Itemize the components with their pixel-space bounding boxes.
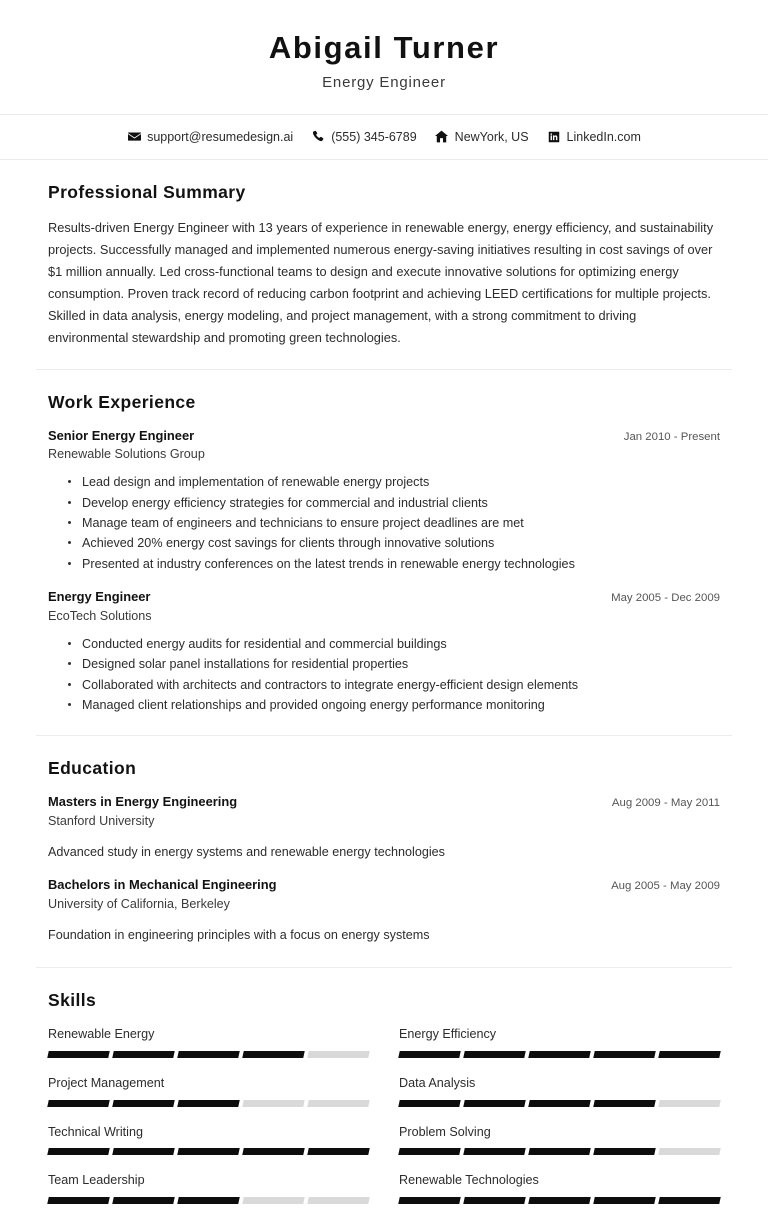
- skill-segment-empty: [658, 1148, 720, 1155]
- section-education: [0, 736, 768, 966]
- skill-segment-filled: [463, 1051, 525, 1058]
- contact-bar: [0, 114, 768, 160]
- skill-label: Problem Solving: [399, 1124, 491, 1139]
- work-entry-company: EcoTech Solutions: [48, 608, 152, 623]
- home-icon: [435, 130, 449, 144]
- skill-segment-filled: [47, 1051, 109, 1058]
- skill-segment-empty: [242, 1197, 304, 1204]
- work-bullet-item: Lead design and implementation of renewable energy projects: [68, 472, 720, 492]
- skill-segment-filled: [528, 1197, 590, 1204]
- skill-segment-filled: [658, 1051, 720, 1058]
- skill-label: Data Analysis: [399, 1075, 476, 1090]
- skill-segment-filled: [398, 1148, 460, 1155]
- skill-item: [399, 1074, 720, 1123]
- skill-segment-filled: [177, 1148, 239, 1155]
- work-entry-company: Renewable Solutions Group: [48, 447, 205, 462]
- education-entry-school: University of California, Berkeley: [48, 896, 230, 911]
- work-entry-role: Energy Engineer: [48, 589, 151, 605]
- summary-text: Results-driven Energy Engineer with 13 years of experience in renewable energy, energy efficiency, and sustainability projects. Successfully managed and implemented numerous energy-saving initiatives resulting in cost savings of over $1 million annually. Led cross-functional teams to design and execute innovative solutions for optimizing energy consumption. Proven track record of reducing carbon footprint and achieving LEED certifications for multiple projects. Skilled in data analysis, energy modeling, and project management, with a strong commitment to driving environmental stewardship and promoting green technologies.: [48, 219, 714, 345]
- work-entry-header: [48, 588, 720, 607]
- work-bullet-item: Collaborated with architects and contractors to integrate energy-efficient design elements: [68, 675, 720, 695]
- work-entry-bullets: [48, 634, 720, 716]
- work-entry-date: Jan 2010 - Present: [623, 430, 720, 443]
- work-entry: [48, 588, 720, 735]
- work-bullet-item: Conducted energy audits for residential and commercial buildings: [68, 634, 720, 654]
- contact-location[interactable]: [435, 130, 529, 144]
- education-entry-list: [48, 793, 720, 966]
- skill-segment-filled: [593, 1051, 655, 1058]
- education-entry-description: Foundation in engineering principles with a focus on energy systems: [48, 927, 430, 942]
- skill-segment-filled: [658, 1197, 720, 1204]
- skill-segment-filled: [398, 1197, 460, 1204]
- page-title: Abigail Turner: [268, 30, 500, 65]
- skill-segment-filled: [242, 1051, 304, 1058]
- skill-segment-filled: [528, 1051, 590, 1058]
- contact-email-label: support@resumedesign.ai: [147, 129, 294, 144]
- skill-segment-filled: [593, 1100, 655, 1107]
- skill-segment-filled: [177, 1051, 239, 1058]
- education-entry-degree: Masters in Energy Engineering: [48, 794, 238, 810]
- skill-segment-empty: [307, 1100, 369, 1107]
- skill-level-bar: [48, 1148, 369, 1155]
- skill-level-bar: [399, 1148, 720, 1155]
- skill-segment-filled: [112, 1197, 174, 1204]
- skill-segment-filled: [242, 1148, 304, 1155]
- skill-item: [399, 1123, 720, 1172]
- skill-label: Renewable Energy: [48, 1026, 155, 1041]
- work-entry-list: [48, 427, 720, 736]
- education-entry-school: Stanford University: [48, 814, 155, 829]
- skill-segment-filled: [47, 1148, 109, 1155]
- education-entry-header: [48, 793, 720, 812]
- work-entry-header: [48, 427, 720, 446]
- skill-item: [48, 1074, 369, 1123]
- linkedin-icon: [547, 130, 561, 144]
- contact-location-label: NewYork, US: [454, 129, 529, 144]
- skill-segment-filled: [112, 1148, 174, 1155]
- skill-segment-filled: [177, 1100, 239, 1107]
- skill-label: Team Leadership: [48, 1173, 145, 1188]
- work-bullet-item: Designed solar panel installations for residential properties: [68, 654, 720, 674]
- education-entry: [48, 793, 720, 876]
- skill-segment-filled: [398, 1051, 460, 1058]
- skill-level-bar: [48, 1100, 369, 1107]
- skill-level-bar: [399, 1197, 720, 1204]
- contact-phone[interactable]: [311, 130, 416, 144]
- education-entry-date: Aug 2009 - May 2011: [611, 797, 720, 810]
- education-entry-degree: Bachelors in Mechanical Engineering: [48, 877, 277, 893]
- work-bullet-item: Presented at industry conferences on the latest trends in renewable energy technologies: [68, 554, 720, 574]
- skill-segment-filled: [307, 1148, 369, 1155]
- skill-segment-filled: [463, 1100, 525, 1107]
- skill-item: [399, 1025, 720, 1074]
- work-entry-date: May 2005 - Dec 2009: [611, 592, 720, 605]
- skill-level-bar: [399, 1100, 720, 1107]
- work-bullet-item: Achieved 20% energy cost savings for clients through innovative solutions: [68, 533, 720, 553]
- skill-segment-filled: [593, 1197, 655, 1204]
- education-entry-date: Aug 2005 - May 2009: [611, 880, 720, 893]
- contact-phone-label: (555) 345-6789: [331, 129, 417, 144]
- skill-segment-filled: [112, 1051, 174, 1058]
- job-title-subtitle: Energy Engineer: [322, 73, 446, 91]
- section-professional-summary: [0, 160, 768, 369]
- skill-segment-filled: [47, 1197, 109, 1204]
- skill-segment-filled: [47, 1100, 109, 1107]
- skill-segment-empty: [307, 1197, 369, 1204]
- work-bullet-item: Develop energy efficiency strategies for commercial and industrial clients: [68, 493, 720, 513]
- resume-header: [0, 0, 768, 114]
- skill-segment-filled: [593, 1148, 655, 1155]
- skill-level-bar: [48, 1051, 369, 1058]
- skill-segment-filled: [463, 1148, 525, 1155]
- section-heading-work: Work Experience: [48, 391, 196, 412]
- work-entry: [48, 427, 720, 589]
- skill-label: Project Management: [48, 1075, 165, 1090]
- skill-segment-filled: [528, 1100, 590, 1107]
- education-entry: [48, 876, 720, 967]
- skill-segment-filled: [463, 1197, 525, 1204]
- education-entry-description: Advanced study in energy systems and renewable energy technologies: [48, 844, 445, 859]
- skill-segment-empty: [242, 1100, 304, 1107]
- skills-grid: [48, 1025, 720, 1230]
- education-entry-header: [48, 876, 720, 895]
- skill-segment-filled: [112, 1100, 174, 1107]
- section-heading-summary: Professional Summary: [48, 181, 246, 202]
- contact-linkedin[interactable]: [547, 130, 641, 144]
- skill-segment-filled: [528, 1148, 590, 1155]
- skill-item: [48, 1025, 369, 1074]
- skill-segment-filled: [177, 1197, 239, 1204]
- skill-segment-empty: [307, 1051, 369, 1058]
- skill-label: Energy Efficiency: [399, 1026, 497, 1041]
- skill-segment-filled: [398, 1100, 460, 1107]
- skill-item: [399, 1171, 720, 1220]
- section-work-experience: [0, 370, 768, 736]
- section-skills: [0, 968, 768, 1230]
- skill-label: Renewable Technologies: [399, 1173, 539, 1188]
- skill-segment-empty: [658, 1100, 720, 1107]
- section-heading-education: Education: [48, 758, 137, 779]
- section-heading-skills: Skills: [48, 989, 97, 1010]
- work-entry-bullets: [48, 472, 720, 574]
- skill-label: Technical Writing: [48, 1124, 143, 1139]
- envelope-icon: [127, 130, 141, 144]
- contact-linkedin-label: LinkedIn.com: [566, 129, 641, 144]
- skill-level-bar: [48, 1197, 369, 1204]
- work-entry-role: Senior Energy Engineer: [48, 427, 195, 443]
- phone-icon: [311, 130, 325, 144]
- contact-email[interactable]: [127, 130, 293, 144]
- skill-item: [48, 1123, 369, 1172]
- work-bullet-item: Managed client relationships and provided ongoing energy performance monitoring: [68, 695, 720, 715]
- skill-item: [48, 1171, 369, 1220]
- work-bullet-item: Manage team of engineers and technicians to ensure project deadlines are met: [68, 513, 720, 533]
- skill-level-bar: [399, 1051, 720, 1058]
